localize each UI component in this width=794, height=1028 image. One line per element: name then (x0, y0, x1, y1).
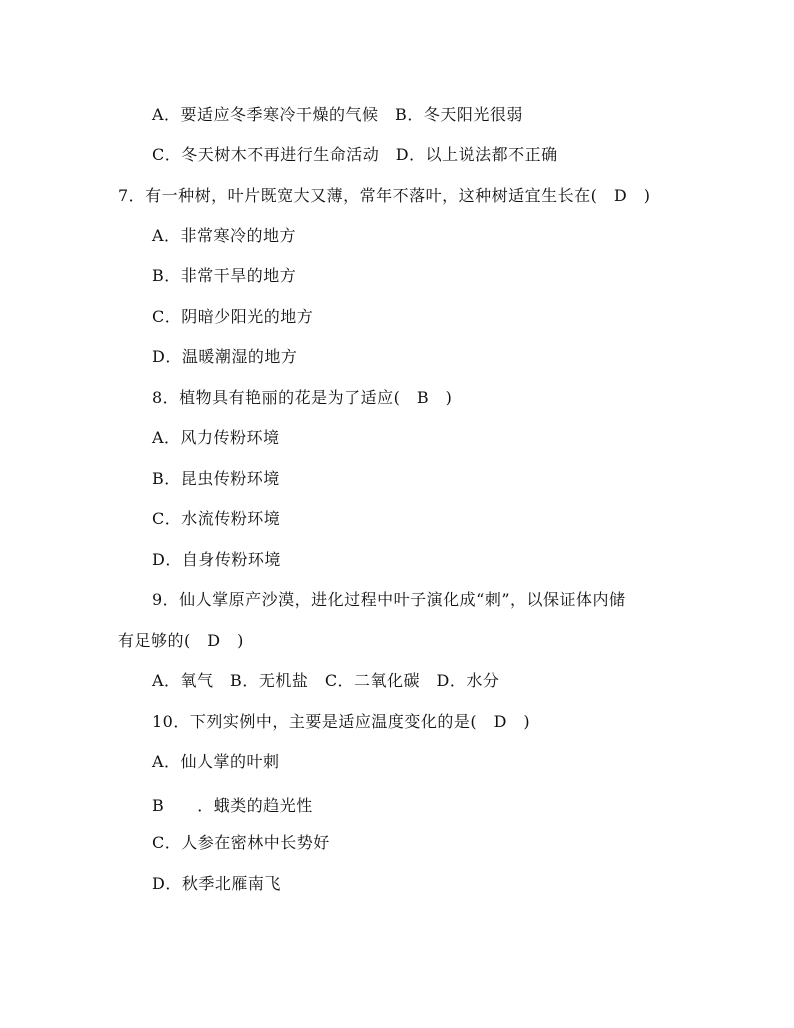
q8-option-d: D．自身传粉环境 (152, 550, 281, 569)
q10-option-a: A．仙人掌的叶刺 (152, 752, 280, 771)
q6-options-a-b: A．要适应冬季寒冷干燥的气候 B．冬天阳光很弱 (152, 105, 523, 124)
q9-stem-line2: 有足够的( D ) (118, 631, 244, 650)
q8-stem: 8．植物具有艳丽的花是为了适应( B ) (152, 388, 453, 407)
q10-option-d: D．秋季北雁南飞 (152, 874, 281, 893)
q7-option-c: C．阴暗少阳光的地方 (152, 307, 314, 326)
q8-option-a: A．风力传粉环境 (152, 428, 280, 447)
q7-option-b: B．非常干旱的地方 (152, 266, 297, 285)
q9-stem-line1: 9．仙人掌原产沙漠，进化过程中叶子演化成“刺”，以保证体内储 (152, 590, 626, 609)
q9-options: A．氧气 B．无机盐 C．二氧化碳 D．水分 (152, 671, 500, 690)
q7-stem: 7．有一种树，叶片既宽大又薄，常年不落叶，这种树适宜生长在( D ) (118, 186, 651, 205)
q8-option-c: C．水流传粉环境 (152, 509, 281, 528)
q10-stem: 10．下列实例中，主要是适应温度变化的是( D ) (152, 712, 531, 731)
q6-options-c-d: C．冬天树木不再进行生命活动 D．以上说法都不正确 (152, 145, 558, 164)
q7-option-d: D．温暖潮湿的地方 (152, 347, 298, 366)
q7-option-a: A．非常寒冷的地方 (152, 226, 297, 245)
q8-option-b: B．昆虫传粉环境 (152, 469, 280, 488)
q10-option-c: C．人参在密林中长势好 (152, 833, 330, 852)
q10-option-b: B ．蛾类的趋光性 (152, 796, 313, 815)
